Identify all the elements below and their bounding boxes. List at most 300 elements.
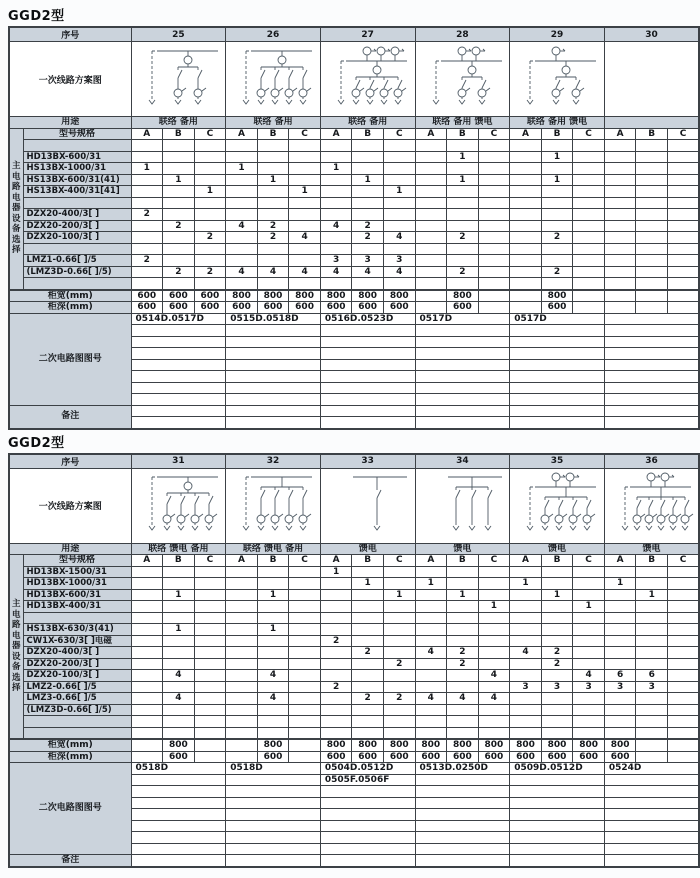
secondary-empty-cell [320,348,415,360]
secondary-empty-cell [415,382,510,394]
quantity-cell [383,197,415,209]
quantity-cell [667,635,699,647]
secondary-diagram-no-cell: 0517D [415,313,510,325]
quantity-cell [636,163,668,175]
side-category-label: 主电路电器设备选择 [9,555,23,740]
quantity-cell [478,704,510,716]
cabinet-depth-label: 柜深(mm) [9,302,131,314]
quantity-cell [163,647,195,659]
quantity-cell [163,186,195,198]
quantity-cell [383,635,415,647]
cabinet-width-cell [573,290,605,302]
cabinet-depth-cell [415,302,447,314]
quantity-cell [131,693,163,705]
secondary-empty-cell [604,394,699,406]
quantity-cell: 4 [383,232,415,244]
model-spec-label [23,140,131,152]
quantity-cell [194,197,226,209]
quantity-cell [510,635,542,647]
quantity-cell [257,658,289,670]
quantity-cell: 4 [573,670,605,682]
quantity-cell [320,578,352,590]
quantity-cell [352,278,384,290]
primary-diagram-cell [510,42,605,117]
quantity-cell [383,220,415,232]
quantity-cell [667,658,699,670]
secondary-empty-cell [131,359,226,371]
quantity-cell: 2 [194,266,226,278]
quantity-cell: 1 [131,163,163,175]
primary-diagram-row-label: 一次线路方案图 [9,468,131,543]
secondary-empty-cell [320,843,415,855]
quantity-cell [604,174,636,186]
table-title-1: GGD2型 [8,9,65,24]
cabinet-depth-cell: 600 [383,751,415,763]
secondary-empty-cell [226,336,321,348]
quantity-cell [447,578,479,590]
quantity-cell: 2 [352,220,384,232]
phase-column-header: C [667,128,699,140]
quantity-cell [510,612,542,624]
quantity-cell [194,624,226,636]
quantity-cell [289,693,321,705]
quantity-cell [573,658,605,670]
quantity-cell [289,197,321,209]
quantity-cell [604,716,636,728]
quantity-cell [510,209,542,221]
quantity-cell [667,243,699,255]
quantity-cell [226,647,258,659]
secondary-diagram-no-cell: 0517D [510,313,605,325]
secondary-empty-cell [226,809,321,821]
quantity-cell [131,716,163,728]
quantity-cell [636,220,668,232]
quantity-cell [478,727,510,739]
quantity-cell [257,601,289,613]
usage-row-label: 用途 [9,117,131,129]
model-spec-label: HS13BX-1000/31 [23,163,131,175]
quantity-cell [226,255,258,267]
secondary-empty-cell [415,325,510,337]
quantity-cell: 2 [257,220,289,232]
quantity-cell [352,589,384,601]
secondary-diagram-no-cell: 0518D [226,763,321,775]
primary-diagram-cell [510,468,605,543]
quantity-cell [131,174,163,186]
cabinet-depth-cell [510,302,542,314]
quantity-cell: 1 [163,624,195,636]
model-spec-label: DZX20-400/3[ ] [23,647,131,659]
quantity-cell [667,704,699,716]
quantity-cell [447,197,479,209]
secondary-empty-cell [415,394,510,406]
quantity-cell [415,197,447,209]
quantity-cell [194,174,226,186]
cabinet-width-cell [667,739,699,751]
quantity-cell [194,612,226,624]
secondary-diagram-no-label: 二次电路图图号 [9,763,131,855]
phase-column-header: A [320,555,352,567]
remarks-cell [226,405,321,417]
cabinet-width-cell [510,290,542,302]
quantity-cell [163,255,195,267]
cabinet-depth-cell: 600 [352,302,384,314]
quantity-cell [163,151,195,163]
secondary-diagram-no-cell: 0505F.0506F [320,774,415,786]
secondary-empty-cell [226,325,321,337]
cabinet-width-cell [415,290,447,302]
serial-number-cell: 27 [320,27,415,42]
quantity-cell [636,612,668,624]
quantity-cell [447,704,479,716]
quantity-cell: 1 [447,174,479,186]
quantity-cell [226,140,258,152]
quantity-cell [352,704,384,716]
quantity-cell [194,658,226,670]
quantity-cell [573,255,605,267]
secondary-empty-cell [131,382,226,394]
quantity-cell [194,601,226,613]
quantity-cell [289,255,321,267]
quantity-cell [383,647,415,659]
quantity-cell [636,601,668,613]
circuit-diagram-svg [132,43,226,113]
quantity-cell [415,601,447,613]
quantity-cell [257,255,289,267]
cabinet-depth-cell: 600 [257,751,289,763]
model-spec-label: CW1X-630/3[ ]电磁 [23,635,131,647]
usage-cell [604,117,699,129]
quantity-cell [541,278,573,290]
quantity-cell [289,716,321,728]
quantity-cell [289,681,321,693]
quantity-cell [352,727,384,739]
quantity-cell [320,140,352,152]
quantity-cell [541,578,573,590]
quantity-cell [289,174,321,186]
quantity-cell [352,716,384,728]
model-spec-label [23,243,131,255]
quantity-cell [131,681,163,693]
cabinet-depth-cell [604,302,636,314]
quantity-cell [478,278,510,290]
quantity-cell [478,174,510,186]
quantity-cell [163,232,195,244]
quantity-cell [447,727,479,739]
quantity-cell [383,681,415,693]
cabinet-depth-cell: 600 [352,751,384,763]
quantity-cell [604,635,636,647]
quantity-cell [541,635,573,647]
quantity-cell [478,197,510,209]
cabinet-width-cell: 800 [510,739,542,751]
circuit-diagram-svg [132,469,226,539]
primary-diagram-cell [415,42,510,117]
quantity-cell [194,716,226,728]
quantity-cell [604,566,636,578]
secondary-empty-cell [415,843,510,855]
cabinet-width-label: 柜宽(mm) [9,739,131,751]
quantity-cell [131,647,163,659]
cabinet-depth-cell: 600 [320,751,352,763]
quantity-cell [163,566,195,578]
quantity-cell: 3 [383,255,415,267]
table-title-2: GGD2型 [8,435,65,451]
quantity-cell [289,163,321,175]
quantity-cell [352,624,384,636]
quantity-cell [667,266,699,278]
quantity-cell [604,209,636,221]
quantity-cell [163,716,195,728]
remarks-cell [510,405,605,417]
quantity-cell [383,670,415,682]
secondary-empty-cell [510,382,605,394]
secondary-diagram-no-cell: 0514D.0517D [131,313,226,325]
quantity-cell [320,278,352,290]
quantity-cell [541,220,573,232]
cabinet-width-cell: 800 [541,739,573,751]
secondary-empty-cell [131,348,226,360]
quantity-cell [289,635,321,647]
secondary-empty-cell [604,325,699,337]
serial-number-cell: 29 [510,27,605,42]
cabinet-depth-cell: 600 [573,751,605,763]
secondary-empty-cell [415,820,510,832]
quantity-cell: 4 [415,693,447,705]
remarks-cell [510,855,605,867]
secondary-empty-cell [131,786,226,798]
serial-number-cell: 35 [510,454,605,469]
secondary-empty-cell [604,809,699,821]
quantity-cell [636,209,668,221]
quantity-cell [667,693,699,705]
model-spec-label: DZX20-400/3[ ] [23,209,131,221]
quantity-cell [320,612,352,624]
cabinet-width-cell: 800 [447,290,479,302]
quantity-cell [478,612,510,624]
quantity-cell [383,716,415,728]
cabinet-width-cell: 800 [352,739,384,751]
quantity-cell [257,578,289,590]
secondary-empty-cell [131,371,226,383]
quantity-cell [352,209,384,221]
quantity-cell [131,186,163,198]
quantity-cell [320,670,352,682]
secondary-empty-cell [510,394,605,406]
circuit-diagram-svg [321,43,415,113]
quantity-cell [667,278,699,290]
quantity-cell [636,635,668,647]
quantity-cell [289,624,321,636]
remarks-cell [131,855,226,867]
quantity-cell [667,670,699,682]
quantity-cell [415,220,447,232]
quantity-cell: 2 [320,635,352,647]
quantity-cell [352,197,384,209]
cabinet-depth-cell [226,751,258,763]
quantity-cell [478,635,510,647]
quantity-cell [194,163,226,175]
quantity-cell [604,589,636,601]
quantity-cell [131,727,163,739]
quantity-cell [604,255,636,267]
quantity-cell [573,578,605,590]
quantity-cell [194,681,226,693]
quantity-cell [415,704,447,716]
cabinet-width-cell: 800 [447,739,479,751]
quantity-cell [163,704,195,716]
model-spec-label: HD13BX-600/31 [23,589,131,601]
secondary-diagram-no-cell: 0516D.0523D [320,313,415,325]
model-spec-label: (LMZ3D-0.66[ ]/5) [23,266,131,278]
phase-column-header: A [226,128,258,140]
quantity-cell: 1 [447,151,479,163]
secondary-diagram-no-cell: 0513D.0250D [415,763,510,775]
quantity-cell [226,670,258,682]
serial-row-label: 序号 [9,454,131,469]
model-spec-label: DZX20-200/3[ ] [23,658,131,670]
quantity-cell [573,278,605,290]
secondary-empty-cell [131,809,226,821]
secondary-empty-cell [226,382,321,394]
quantity-cell [447,624,479,636]
spec-table-1-container [8,26,700,430]
secondary-empty-cell [226,359,321,371]
quantity-cell: 2 [541,647,573,659]
quantity-cell [226,635,258,647]
quantity-cell [541,612,573,624]
secondary-empty-cell [510,336,605,348]
usage-cell: 联络 馈电 备用 [226,543,321,555]
phase-column-header: A [415,555,447,567]
quantity-cell [447,140,479,152]
quantity-cell [573,151,605,163]
quantity-cell [131,197,163,209]
secondary-diagram-no-cell: 0524D [604,763,699,775]
quantity-cell [131,601,163,613]
quantity-cell [226,589,258,601]
quantity-cell [352,186,384,198]
usage-cell: 联络 馈电 备用 [131,543,226,555]
quantity-cell [320,624,352,636]
quantity-cell [194,209,226,221]
quantity-cell [478,232,510,244]
serial-number-cell: 26 [226,27,321,42]
spec-table-2-container [8,453,700,868]
quantity-cell [194,278,226,290]
cabinet-width-cell: 800 [383,739,415,751]
remarks-cell [320,855,415,867]
quantity-cell [383,209,415,221]
quantity-cell: 2 [352,647,384,659]
model-spec-label: HS13BX-600/31(41) [23,174,131,186]
quantity-cell: 4 [163,670,195,682]
cabinet-width-cell: 600 [194,290,226,302]
quantity-cell: 6 [604,670,636,682]
quantity-cell [415,266,447,278]
primary-diagram-cell [226,468,321,543]
quantity-cell: 1 [320,566,352,578]
quantity-cell [478,658,510,670]
phase-column-header: C [478,555,510,567]
secondary-empty-cell [510,843,605,855]
quantity-cell [257,716,289,728]
secondary-empty-cell [226,786,321,798]
quantity-cell [667,197,699,209]
quantity-cell [573,186,605,198]
serial-number-cell: 31 [131,454,226,469]
quantity-cell [604,151,636,163]
quantity-cell [604,612,636,624]
quantity-cell [447,566,479,578]
remarks-label: 备注 [9,855,131,867]
cabinet-depth-cell: 600 [289,302,321,314]
quantity-cell: 4 [257,693,289,705]
quantity-cell [667,140,699,152]
usage-cell: 联络 备用 馈电 [415,117,510,129]
primary-diagram-cell [415,468,510,543]
quantity-cell: 1 [478,601,510,613]
quantity-cell [131,243,163,255]
cabinet-depth-cell: 600 [541,302,573,314]
quantity-cell: 3 [541,681,573,693]
quantity-cell [320,658,352,670]
quantity-cell: 2 [541,658,573,670]
model-spec-label: HD13BX-600/31 [23,151,131,163]
secondary-empty-cell [510,820,605,832]
quantity-cell [573,209,605,221]
cabinet-depth-cell: 600 [163,302,195,314]
quantity-cell: 4 [320,266,352,278]
circuit-diagram-svg [510,43,604,113]
quantity-cell [320,186,352,198]
quantity-cell [289,209,321,221]
usage-cell: 馈电 [415,543,510,555]
usage-cell: 联络 备用 [226,117,321,129]
quantity-cell [573,243,605,255]
cabinet-depth-cell [636,751,668,763]
quantity-cell [415,140,447,152]
quantity-cell [226,186,258,198]
quantity-cell [352,601,384,613]
quantity-cell: 2 [541,232,573,244]
quantity-cell: 1 [636,589,668,601]
quantity-cell: 6 [636,670,668,682]
quantity-cell: 1 [541,589,573,601]
quantity-cell [289,578,321,590]
phase-column-header: C [194,128,226,140]
quantity-cell [447,255,479,267]
quantity-cell: 1 [257,589,289,601]
quantity-cell [131,278,163,290]
quantity-cell: 1 [352,174,384,186]
quantity-cell: 2 [352,693,384,705]
quantity-cell [415,658,447,670]
quantity-cell [289,151,321,163]
cabinet-width-label: 柜宽(mm) [9,290,131,302]
phase-column-header: A [415,128,447,140]
quantity-cell [604,186,636,198]
secondary-empty-cell [510,786,605,798]
secondary-diagram-no-cell: 0518D [131,763,226,775]
quantity-cell: 3 [573,681,605,693]
quantity-cell [667,647,699,659]
secondary-empty-cell [226,348,321,360]
quantity-cell [352,140,384,152]
quantity-cell: 2 [447,647,479,659]
secondary-empty-cell [604,786,699,798]
quantity-cell: 3 [604,681,636,693]
